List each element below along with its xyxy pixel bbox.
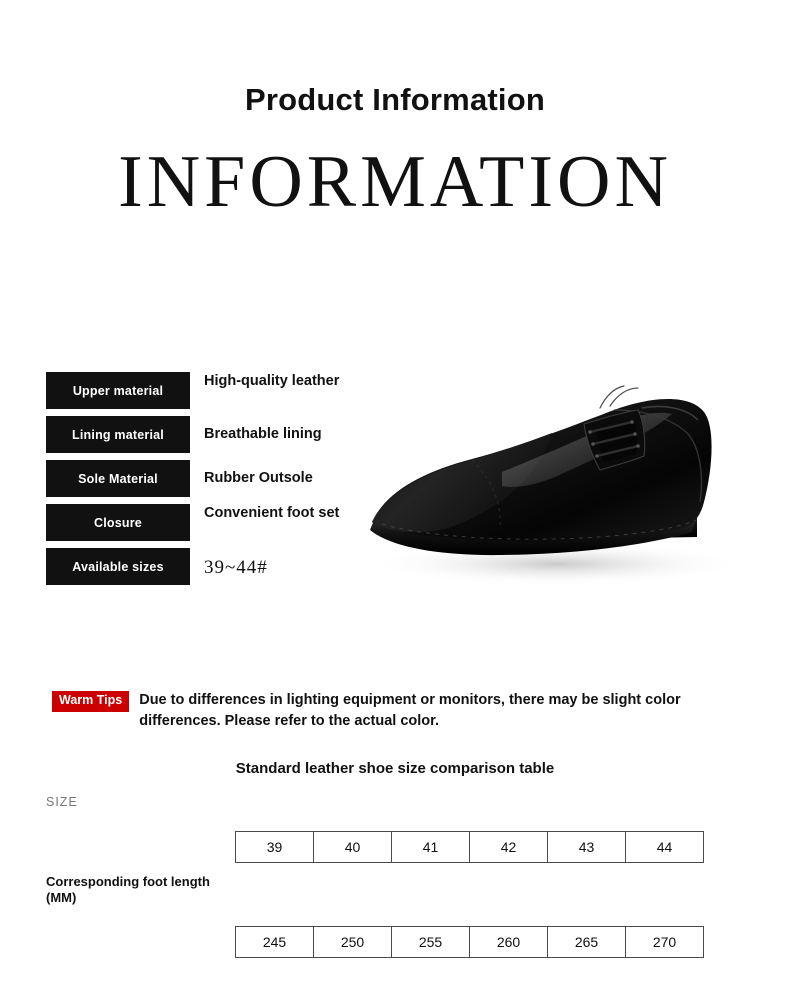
spec-label-sole-material: Sole Material	[46, 460, 190, 497]
specification-list	[46, 372, 386, 592]
foot-length-cell: 270	[625, 926, 704, 958]
foot-length-row	[46, 874, 746, 907]
spec-row	[46, 372, 386, 409]
spec-label-lining-material: Lining material	[46, 416, 190, 453]
size-cell: 39	[235, 831, 314, 863]
product-image	[352, 352, 772, 612]
page-subtitle: INFORMATION	[118, 141, 672, 223]
size-cell: 42	[469, 831, 548, 863]
spec-value-available-sizes: 39~44#	[204, 557, 268, 578]
spec-value-upper-material: High-quality leather	[204, 373, 340, 389]
spec-label-closure: Closure	[46, 504, 190, 541]
spec-row	[46, 548, 386, 585]
foot-length-cell: 245	[235, 926, 314, 958]
foot-length-values-row	[46, 926, 746, 958]
page-title: Product Information	[244, 82, 545, 117]
size-table	[46, 795, 746, 958]
spec-row	[46, 460, 386, 497]
size-cell: 44	[625, 831, 704, 863]
spec-row	[46, 504, 386, 541]
spec-label-upper-material: Upper material	[46, 372, 190, 409]
foot-length-cells	[236, 926, 704, 958]
warm-tips-badge: Warm Tips	[52, 691, 129, 712]
foot-length-cell: 260	[469, 926, 548, 958]
spec-row	[46, 416, 386, 453]
foot-length-row-label: Corresponding foot length (MM)	[46, 873, 210, 905]
spec-label-available-sizes: Available sizes	[46, 548, 190, 585]
size-cell: 41	[391, 831, 470, 863]
size-values-row	[46, 831, 746, 863]
foot-length-cell: 265	[547, 926, 626, 958]
warm-tips	[52, 690, 752, 732]
foot-length-cell: 250	[313, 926, 392, 958]
size-cells	[236, 831, 704, 863]
spec-value-closure: Convenient foot set	[204, 505, 340, 521]
size-row-label: SIZE	[46, 795, 78, 809]
size-cell: 43	[547, 831, 626, 863]
spec-value-lining-material: Breathable lining	[204, 426, 322, 442]
spec-value-sole-material: Rubber Outsole	[204, 470, 313, 486]
size-table-title: Standard leather shoe size comparison table	[235, 760, 555, 777]
warm-tips-text: Due to differences in lighting equipment or monitors, there may be slight color differences. Please refer to the actual color.	[139, 692, 681, 730]
size-row-label-row	[46, 795, 746, 811]
foot-length-cell: 255	[391, 926, 470, 958]
size-cell: 40	[313, 831, 392, 863]
